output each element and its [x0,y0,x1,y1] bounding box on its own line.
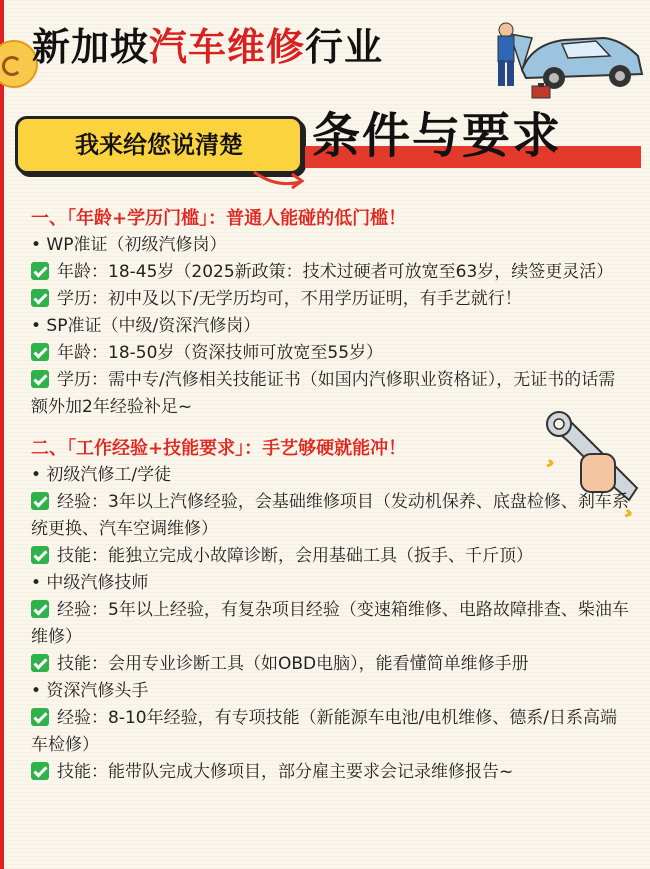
section1-heading: 一、「年龄+学历门槛」：普通人能碰的低门槛！ [31,208,407,229]
list-item: 技能：能带队完成大修项目，部分雇主要求会记录维修报告~ [31,759,631,786]
checkmark-icon [31,289,49,307]
list-item: 经验：3年以上汽修经验，会基础维修项目（发动机保养、底盘检修、刹车系统更换、汽车空调维修） [31,492,629,539]
big-subtitle: 条件与要求 [312,108,563,164]
list-item: • 初级汽修工/学徒 [31,465,172,485]
list-item: 经验：5年以上经验，有复杂项目经验（变速箱维修、电路故障排查、柴油车维修） [31,600,629,647]
checkmark-icon [31,492,49,510]
checkmark-icon [31,600,49,618]
red-arrow-icon [250,166,310,190]
checkmark-icon [31,762,49,780]
section2-heading: 二、「工作经验+技能要求」：手艺够硬就能冲！ [31,438,407,459]
list-item: • 资深汽修头手 [31,681,149,701]
list-item: 年龄：18-45岁（2025新政策：技术过硬者可放宽至63岁，续签更灵活） [31,259,631,286]
page-title [32,22,383,72]
list-item: 技能：能独立完成小故障诊断，会用基础工具（扳手、千斤顶） [31,543,631,570]
left-red-border [0,0,4,869]
checkmark-icon [31,262,49,280]
list-item: 经验：8-10年经验，有专项技能（新能源车电池/电机维修、德系/日系高端车检修） [31,708,618,755]
content-body [31,205,631,786]
intro-pill-button: 我来给您说清楚 [15,116,303,174]
list-item: 技能：会用专业诊断工具（如OBD电脑），能看懂简单维修手册 [31,651,631,678]
title-part-3: 行业 [305,25,384,69]
title-part-1: 新加坡 [32,25,150,69]
checkmark-icon [31,654,49,672]
checkmark-icon [31,343,49,361]
list-item: 年龄：18-50岁（资深技师可放宽至55岁） [31,340,631,367]
list-item: 学历：需中专/汽修相关技能证书（如国内汽修职业资格证），无证书的话需额外加2年经验补足~ [31,370,616,417]
checkmark-icon [31,370,49,388]
mechanic-car-illustration [492,8,647,108]
checkmark-icon [31,546,49,564]
list-item: • SP准证（中级/资深汽修岗） [31,316,261,336]
list-item: • 中级汽修技师 [31,573,149,593]
checkmark-icon [31,708,49,726]
title-part-2: 汽车维修 [149,25,306,69]
list-item: 学历：初中及以下/无学历均可，不用学历证明，有手艺就行！ [31,286,631,313]
list-item: • WP准证（初级汽修岗） [31,235,227,255]
